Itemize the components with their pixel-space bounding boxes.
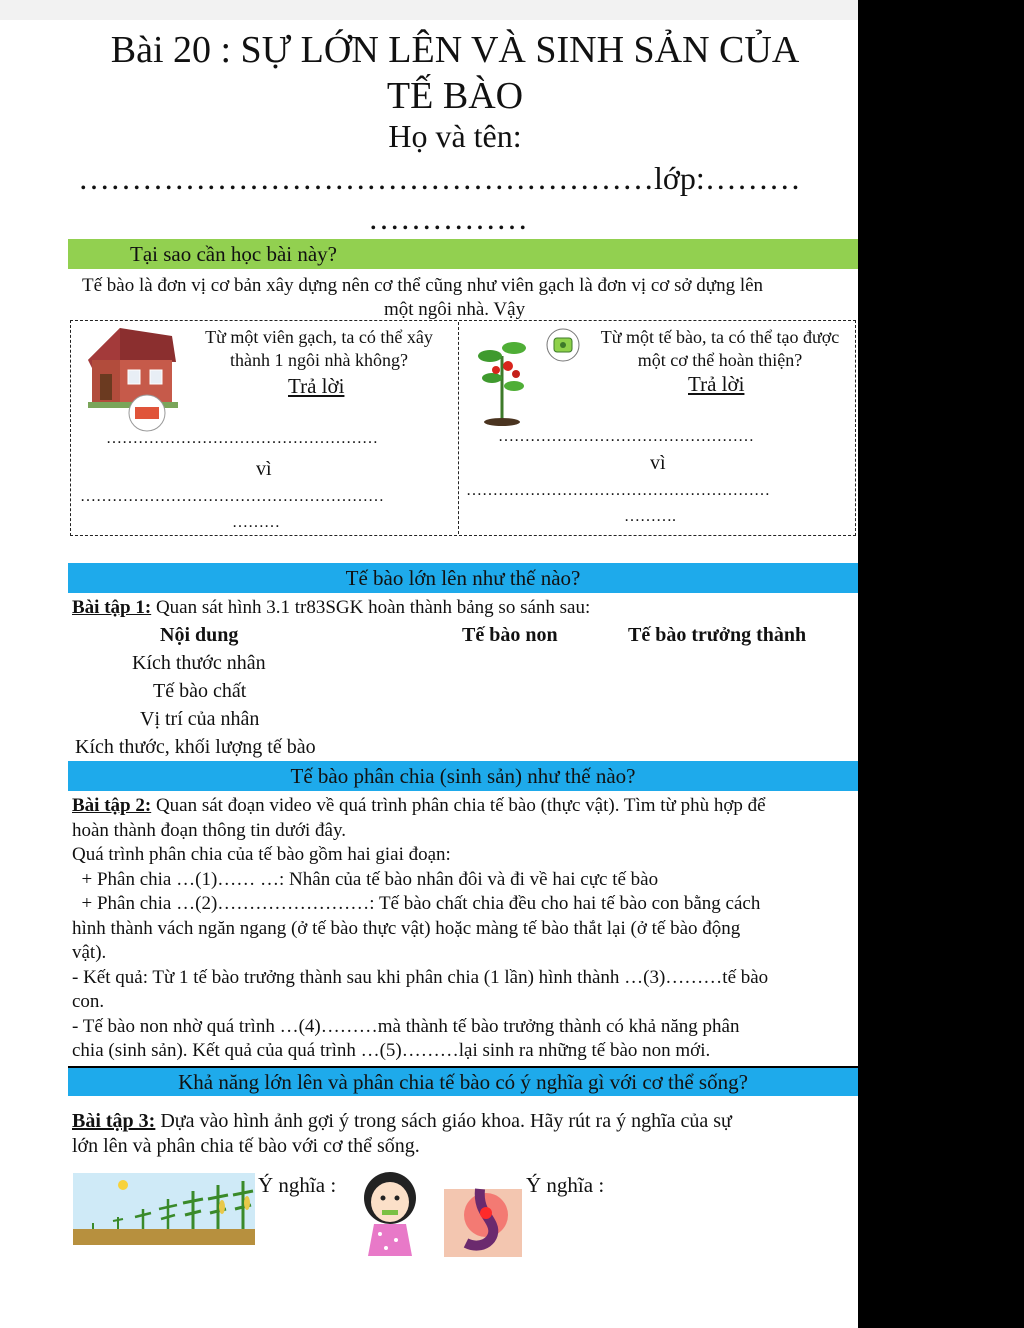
left-answer-label: Trả lời: [288, 374, 345, 398]
brick-icon: [128, 394, 166, 432]
table-header-content: Nội dung: [160, 624, 239, 646]
lesson-title-line2: TẾ BÀO: [386, 75, 524, 117]
right-question-1: Từ một tế bào, ta có thể tạo được: [600, 327, 840, 347]
exercise2-line: chia (sinh sản). Kết quả của quá trình …(5)………lại sinh ra những tế bào non mới.: [72, 1040, 711, 1061]
right-answer-label: Trả lời: [688, 372, 745, 396]
left-answer-blank-2[interactable]: …………………………………………………: [80, 488, 384, 505]
banner-cell-division: Tế bào phân chia (sinh sản) như thế nào?: [68, 761, 858, 791]
exercise2-line: - Tế bào non nhờ quá trình …(4)………mà thành tế bào trưởng thành có khả năng phân: [72, 1015, 740, 1037]
girl-eating-icon: [350, 1168, 430, 1258]
table-header-young-cell: Tế bào non: [462, 624, 558, 646]
left-because: vì: [256, 458, 272, 480]
left-question-1: Từ một viên gạch, ta có thể xây: [205, 327, 433, 347]
exercise2-line: + Phân chia …(1)…… …: Nhân của tế bào nhân đôi và đi về hai cực tế bào: [72, 868, 659, 890]
name-blank-cont[interactable]: ……………: [368, 200, 528, 236]
exercise2-text1: Quan sát đoạn video về quá trình phân chia tế bào (thực vật). Tìm từ phù hợp để: [151, 795, 766, 816]
right-black-margin: [858, 0, 1024, 1328]
exercise3-text1: Dựa vào hình ảnh gợi ý trong sách giáo khoa. Hãy rút ra ý nghĩa của sự: [155, 1110, 732, 1132]
exercise1-label: Bài tập 1:: [72, 597, 152, 618]
banner-significance: Khả năng lớn lên và phân chia tế bào có ý nghĩa gì với cơ thể sống?: [68, 1066, 858, 1096]
left-answer-blank-3[interactable]: ………: [232, 514, 280, 531]
exercise2-line: Quá trình phân chia của tế bào gồm hai giai đoạn:: [72, 844, 451, 865]
lesson-title-line1: Bài 20 : SỰ LỚN LÊN VÀ SINH SẢN CỦA: [110, 29, 800, 71]
meaning-left-label: Ý nghĩa :: [258, 1173, 337, 1197]
table-row-cell-size-mass: Kích thước, khối lượng tế bào: [75, 736, 316, 758]
corn-growth-icon: [73, 1173, 255, 1245]
banner-why-learn: Tại sao cần học bài này?: [68, 239, 858, 269]
cell-icon: [546, 328, 580, 362]
right-answer-blank-1[interactable]: …………………………………………: [498, 428, 754, 445]
exercise2-line: hình thành vách ngăn ngang (ở tế bào thực vật) hoặc màng tế bào thắt lại (ở tế bào động: [72, 917, 741, 939]
meaning-right-label: Ý nghĩa :: [526, 1173, 605, 1197]
exercise1-text: Quan sát hình 3.1 tr83SGK hoàn thành bảng so sánh sau:: [151, 597, 591, 618]
right-because: vì: [650, 452, 666, 474]
exercise2-line: con.: [72, 991, 105, 1012]
exercise2-line: + Phân chia …(2)……………………: Tế bào chất chia đều cho hai tế bào con bằng cách: [72, 893, 761, 914]
banner-cell-growth: Tế bào lớn lên như thế nào?: [68, 563, 858, 593]
left-question-2: thành 1 ngôi nhà không?: [230, 350, 408, 370]
table-row-nucleus-position: Vị trí của nhân: [140, 708, 260, 730]
exercise1: [72, 597, 590, 619]
exercise2: [72, 794, 858, 1064]
exercise3-text2: lớn lên và phân chia tế bào với cơ thể sống.: [72, 1134, 420, 1157]
name-label: Họ và tên:: [388, 118, 522, 154]
stomach-icon: [442, 1185, 524, 1257]
table-row-cytoplasm: Tế bào chất: [153, 680, 247, 702]
top-strip: [0, 0, 858, 20]
intro-line2: một ngôi nhà. Vậy: [384, 299, 526, 320]
left-answer-blank-1[interactable]: ……………………………………………: [106, 430, 378, 447]
question-box-divider: [458, 322, 459, 534]
exercise2-line: vật).: [72, 942, 107, 963]
right-answer-blank-2[interactable]: …………………………………………………: [466, 482, 770, 499]
exercise2-label: Bài tập 2:: [72, 795, 152, 816]
exercise2-text2: hoàn thành đoạn thông tin dưới đây.: [72, 819, 346, 841]
right-question-2: một cơ thể hoàn thiện?: [637, 350, 803, 370]
right-answer-blank-3[interactable]: ……….: [624, 508, 676, 525]
intro-line1: Tế bào là đơn vị cơ bản xây dựng nên cơ thể cũng như viên gạch là đơn vị cơ sở dựng lên: [82, 275, 764, 296]
exercise2-line: - Kết quả: Từ 1 tế bào trưởng thành sau khi phân chia (1 lần) hình thành …(3)………tế bào: [72, 966, 769, 988]
exercise3: [72, 1109, 858, 1158]
exercise3-label: Bài tập 3:: [72, 1110, 156, 1132]
table-header-mature-cell: Tế bào trưởng thành: [628, 624, 807, 646]
table-row-nucleus-size: Kích thước nhân: [132, 652, 266, 674]
name-class-blank[interactable]: ………………………………………………lớp:………: [78, 160, 801, 196]
